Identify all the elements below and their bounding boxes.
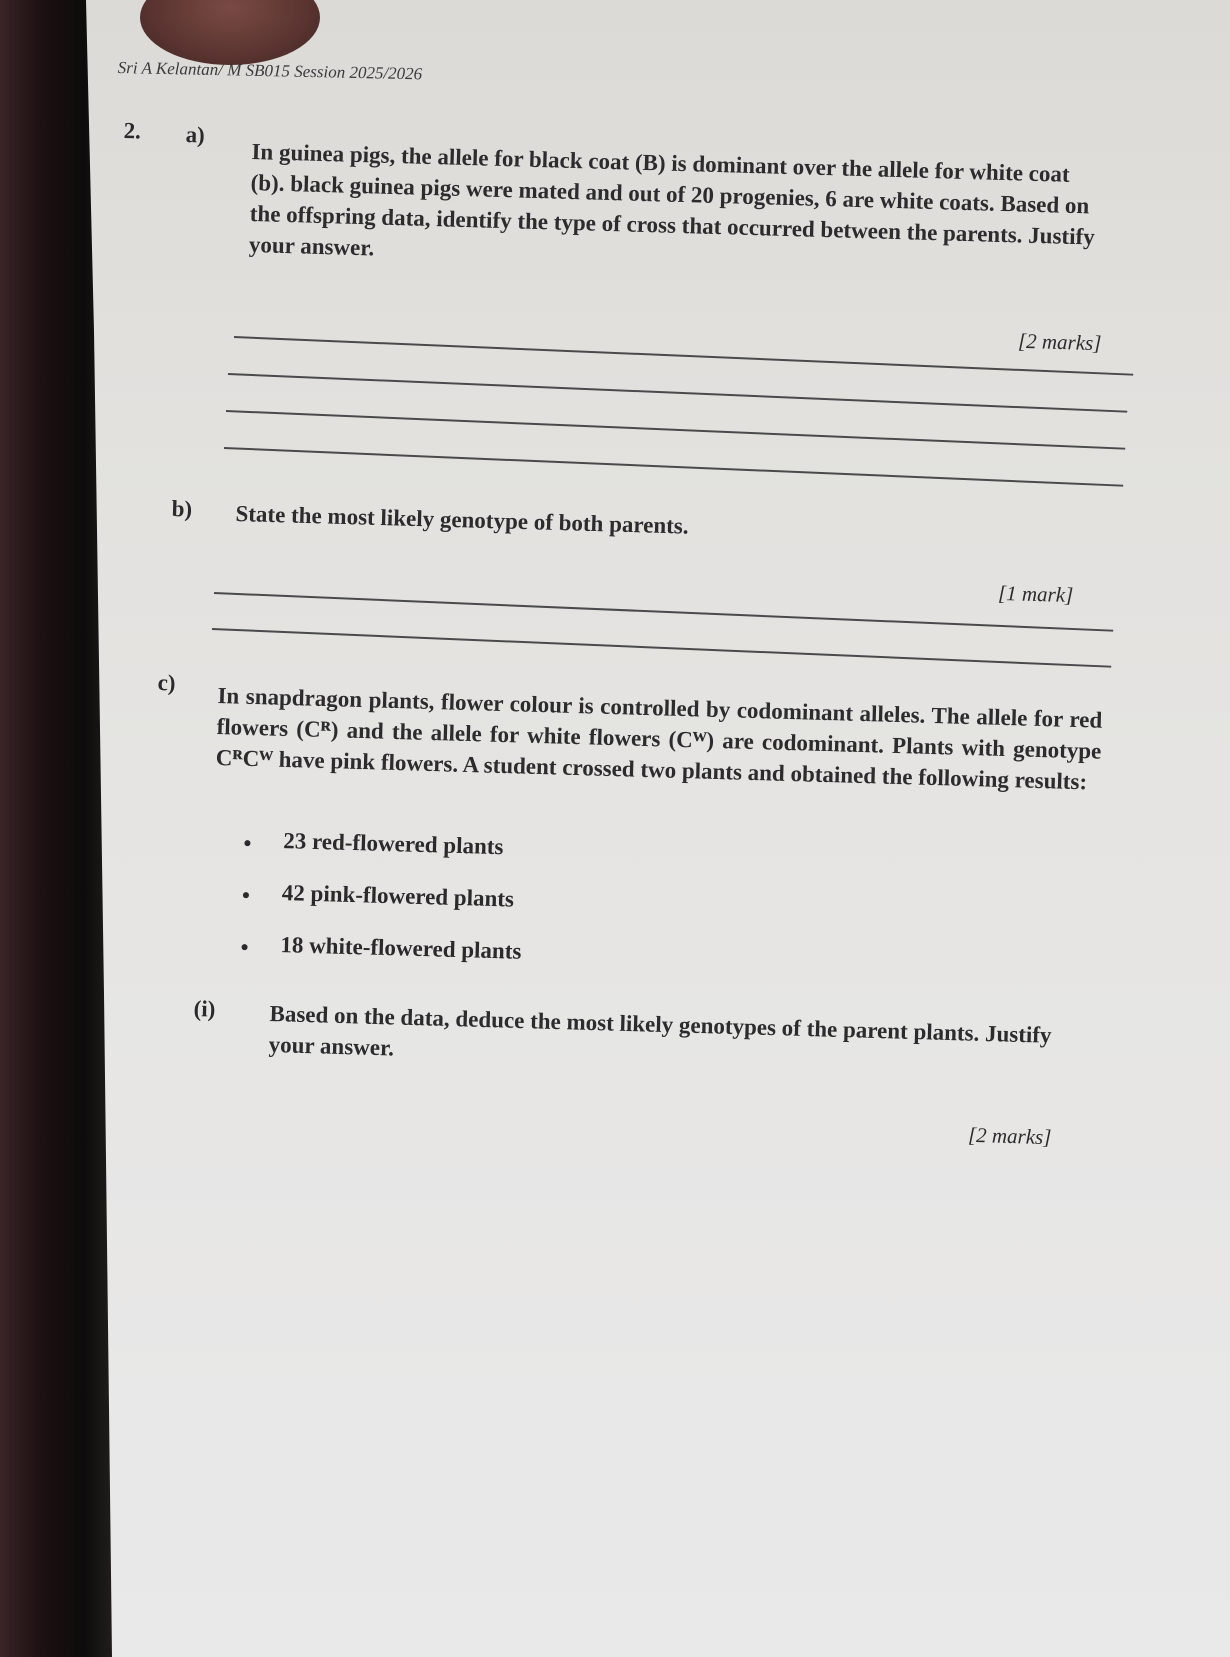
answer-line — [228, 373, 1127, 413]
part-c-i-text: Based on the data, deduce the most likely genotypes of the parent plants. Justify your answer. — [268, 1000, 1052, 1061]
part-c-text: In snapdragon plants, flower colour is controlled by codominant alleles. The allele for red flowers (Cᴿ) and the allele for white flowers (Cᵂ) are codominant. Plants with genotype CᴿCᵂ have pink flowers. A student crossed two plants and obtained the following results: — [215, 682, 1103, 795]
part-b — [235, 498, 936, 549]
part-c-i-label: (i) — [193, 996, 216, 1022]
part-a-marks: [2 marks] — [1017, 328, 1102, 356]
answer-line — [226, 410, 1125, 450]
answer-line — [224, 447, 1123, 487]
part-b-marks: [1 mark] — [997, 580, 1074, 608]
bullet-icon: ● — [241, 887, 251, 904]
part-c-i-marks: [2 marks] — [967, 1122, 1052, 1150]
result-pink: 42 pink-flowered plants — [281, 880, 515, 912]
part-b-label-wrap — [171, 496, 192, 523]
part-b-text: State the most likely genotype of both parents. — [235, 500, 689, 539]
answer-line — [214, 592, 1113, 632]
page-header: Sri A Kelantan/ M SB015 Session 2025/2026 — [117, 58, 423, 84]
part-c-i — [268, 998, 1089, 1083]
part-a-label-wrap — [185, 122, 205, 149]
answer-line — [234, 336, 1133, 376]
result-white: 18 white-flowered plants — [280, 932, 522, 964]
part-a-label: a) — [185, 122, 206, 148]
bullet-icon: ● — [240, 939, 250, 956]
part-a — [249, 136, 1102, 284]
answer-line — [212, 628, 1111, 668]
results-list — [240, 816, 844, 989]
question-2 — [123, 118, 141, 144]
part-c — [215, 680, 1102, 798]
part-b-label: b) — [171, 496, 193, 522]
part-c-label-wrap — [157, 670, 176, 696]
part-a-text: In guinea pigs, the allele for black coat (B) is dominant over the allele for white coat (b). black guinea pigs were mated and out of 20 progenies, 6 are white coats. Based on the offspring data, identify the type of cross that occurred between the parents. Justify your answer. — [248, 138, 1096, 261]
result-red: 23 red-flowered plants — [282, 828, 504, 860]
part-c-i-label-wrap — [193, 996, 215, 1023]
part-c-label: c) — [157, 670, 176, 696]
bullet-icon: ● — [243, 835, 252, 852]
question-number: 2. — [123, 118, 142, 144]
results-list-wrap — [240, 816, 844, 989]
